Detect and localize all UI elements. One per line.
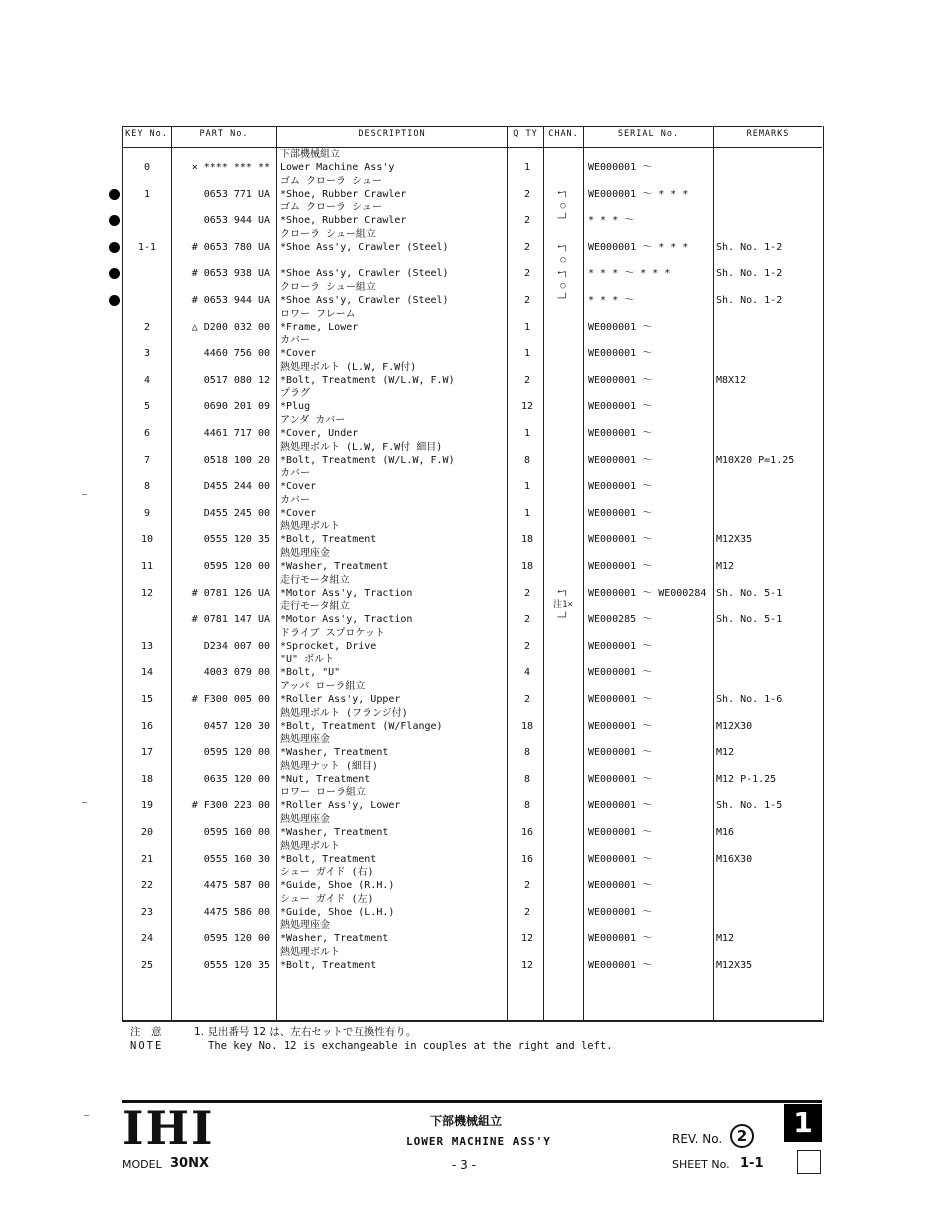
serial-number: WE000001 ～ xyxy=(588,694,653,705)
quantity: 12 xyxy=(520,933,534,944)
key-number: 23 xyxy=(140,907,154,918)
serial-number: WE000001 ～ xyxy=(588,747,653,758)
quantity: 16 xyxy=(520,827,534,838)
description-jp: シュー ガイド (左) xyxy=(280,894,374,905)
description-en: *Shoe, Rubber Crawler xyxy=(280,189,407,200)
part-number: D455 244 00 xyxy=(203,481,270,492)
serial-number: WE000001 ～ xyxy=(588,960,653,971)
header-serial: SERIAL No. xyxy=(617,129,680,139)
key-number: 11 xyxy=(140,561,154,572)
description-jp: 熱処理座金 xyxy=(280,814,330,825)
part-number: 0457 120 30 xyxy=(203,721,270,732)
description-en: *Bolt, Treatment (W/Flange) xyxy=(280,721,443,732)
quantity: 2 xyxy=(523,242,531,253)
part-number: # 0653 780 UA xyxy=(191,242,270,253)
description-en: *Frame, Lower xyxy=(280,322,359,333)
description-jp: カバー xyxy=(280,335,310,346)
description-jp: 熱処理ボルト (L.W, F.W付 細目) xyxy=(280,442,443,453)
description-jp: 熱処理ボルト (フランジ付) xyxy=(280,708,408,719)
key-number: 24 xyxy=(140,933,154,944)
quantity: 18 xyxy=(520,721,534,732)
description-en: *Motor Ass'y, Traction xyxy=(280,588,413,599)
description-jp: アッパ ローラ組立 xyxy=(280,681,366,692)
key-number: 5 xyxy=(143,401,151,412)
rev-value: 2 xyxy=(730,1124,754,1148)
description-en: *Washer, Treatment xyxy=(280,933,389,944)
description-en: *Cover, Under xyxy=(280,428,359,439)
part-number: 0653 771 UA xyxy=(203,189,270,200)
quantity: 2 xyxy=(523,588,531,599)
description-jp: ドライブ スプロケット xyxy=(280,628,385,639)
description-jp: カバー xyxy=(280,495,310,506)
remarks: M12X35 xyxy=(716,960,753,971)
part-number: # 0653 938 UA xyxy=(191,268,270,279)
serial-number: WE000001 ～ xyxy=(588,774,653,785)
key-number: 10 xyxy=(140,534,154,545)
part-number: 0555 160 30 xyxy=(203,854,270,865)
part-number: 0653 944 UA xyxy=(203,215,270,226)
description-en: *Bolt, Treatment (W/L.W, F.W) xyxy=(280,455,455,466)
key-number: 2 xyxy=(143,322,151,333)
part-number: D455 245 00 xyxy=(203,508,270,519)
remarks: Sh. No. 5-1 xyxy=(716,588,783,599)
quantity: 2 xyxy=(523,268,531,279)
serial-number: WE000001 ～ * * * xyxy=(588,242,689,253)
remarks: M12 P-1.25 xyxy=(716,774,777,785)
key-number: 0 xyxy=(143,162,151,173)
key-number: 21 xyxy=(140,854,154,865)
description-jp: クローラ シュー組立 xyxy=(280,282,376,293)
part-number: 0517 080 12 xyxy=(203,375,270,386)
part-number: 4003 079 00 xyxy=(203,667,270,678)
page-number: - 3 - xyxy=(452,1158,476,1172)
serial-number: WE000001 ～ xyxy=(588,428,653,439)
part-number: D234 007 00 xyxy=(203,641,270,652)
description-en: *Sprocket, Drive xyxy=(280,641,377,652)
col-divider-serial xyxy=(713,126,714,1020)
part-number: 0690 201 09 xyxy=(203,401,270,412)
ihi-logo: IHI xyxy=(122,1101,215,1155)
description-en: *Shoe Ass'y, Crawler (Steel) xyxy=(280,242,449,253)
part-number: 0635 120 00 xyxy=(203,774,270,785)
description-en: *Bolt, Treatment xyxy=(280,854,377,865)
revision-bullet-icon xyxy=(109,189,120,200)
part-number: 4460 756 00 xyxy=(203,348,270,359)
header-qty: Q TY xyxy=(513,129,538,139)
serial-number: WE000001 ～ WE000284 xyxy=(588,588,707,599)
remarks: Sh. No. 1-2 xyxy=(716,242,783,253)
remarks: M16 xyxy=(716,827,735,838)
note-text-jp: 1. 見出番号 12 は、左右セットで互換性有り。 xyxy=(194,1026,417,1038)
description-jp: 熱処理ボルト xyxy=(280,947,340,958)
change-mark: ─┘ xyxy=(557,294,569,304)
header-part: PART No. xyxy=(199,129,249,139)
description-jp: アンダ カバー xyxy=(280,415,346,426)
header-rule xyxy=(122,147,822,148)
description-en: *Bolt, Treatment xyxy=(280,534,377,545)
serial-number: WE000001 ～ xyxy=(588,854,653,865)
quantity: 1 xyxy=(523,162,531,173)
part-number: 0555 120 35 xyxy=(203,534,270,545)
margin-tick xyxy=(82,494,87,495)
description-en: *Bolt, "U" xyxy=(280,667,341,678)
header-key: KEY No. xyxy=(125,129,168,139)
part-number: 0518 100 20 xyxy=(203,455,270,466)
part-number: # 0781 147 UA xyxy=(191,614,270,625)
part-number: 4475 587 00 xyxy=(203,880,270,891)
section-badge: 1 xyxy=(784,1104,822,1142)
key-number: 16 xyxy=(140,721,154,732)
description-jp: 熱処理座金 xyxy=(280,920,330,931)
quantity: 2 xyxy=(523,215,531,226)
quantity: 4 xyxy=(523,667,531,678)
rev-label: REV. No. xyxy=(672,1132,723,1146)
part-number: 4461 717 00 xyxy=(203,428,270,439)
description-jp: 下部機械組立 xyxy=(280,149,340,160)
note-label-en: NOTE xyxy=(130,1040,164,1052)
remarks: Sh. No. 1-5 xyxy=(716,800,783,811)
serial-number: WE000001 ～ xyxy=(588,401,653,412)
description-en: *Nut, Treatment xyxy=(280,774,371,785)
key-number: 14 xyxy=(140,667,154,678)
remarks: Sh. No. 1-6 xyxy=(716,694,783,705)
serial-number: WE000001 ～ xyxy=(588,880,653,891)
remarks: M12X35 xyxy=(716,534,753,545)
margin-tick xyxy=(82,802,87,803)
header-description: DESCRIPTION xyxy=(358,129,426,139)
description-jp: ゴム クローラ シュー xyxy=(280,176,382,187)
key-number: 1 xyxy=(143,189,151,200)
description-en: *Bolt, Treatment (W/L.W, F.W) xyxy=(280,375,455,386)
description-jp: クローラ シュー組立 xyxy=(280,229,376,240)
key-number: 8 xyxy=(143,481,151,492)
serial-number: * * * ～ * * * xyxy=(588,268,671,279)
change-mark: ○ xyxy=(560,281,566,291)
revision-bullet-icon xyxy=(109,242,120,253)
serial-number: WE000001 ～ xyxy=(588,508,653,519)
quantity: 1 xyxy=(523,508,531,519)
description-en: *Guide, Shoe (R.H.) xyxy=(280,880,395,891)
description-jp: ロワー ローラ組立 xyxy=(280,787,367,798)
part-number: # F300 223 00 xyxy=(191,800,270,811)
description-en: *Guide, Shoe (L.H.) xyxy=(280,907,395,918)
key-number: 9 xyxy=(143,508,151,519)
col-divider-part xyxy=(276,126,277,1020)
model-label: MODEL xyxy=(122,1158,162,1171)
quantity: 16 xyxy=(520,854,534,865)
part-number: # 0781 126 UA xyxy=(191,588,270,599)
quantity: 12 xyxy=(520,960,534,971)
quantity: 1 xyxy=(523,428,531,439)
key-number: 6 xyxy=(143,428,151,439)
serial-number: WE000001 ～ xyxy=(588,667,653,678)
serial-number: WE000001 ～ xyxy=(588,641,653,652)
serial-number: WE000001 ～ xyxy=(588,933,653,944)
sheet-value: 1-1 xyxy=(740,1156,764,1171)
description-jp: 走行モータ組立 xyxy=(280,575,350,586)
footer-title-en: LOWER MACHINE ASS'Y xyxy=(406,1135,551,1148)
footer-title-jp: 下部機械組立 xyxy=(430,1114,503,1128)
description-en: *Cover xyxy=(280,481,317,492)
change-mark: 注1× xyxy=(553,600,573,610)
description-en: *Cover xyxy=(280,348,317,359)
quantity: 2 xyxy=(523,694,531,705)
remarks: M12X30 xyxy=(716,721,753,732)
serial-number: WE000001 ～ xyxy=(588,348,653,359)
key-number: 19 xyxy=(140,800,154,811)
revision-bullet-icon xyxy=(109,268,120,279)
description-en: *Motor Ass'y, Traction xyxy=(280,614,413,625)
part-number: × **** *** ** xyxy=(191,162,270,173)
remarks: M16X30 xyxy=(716,854,753,865)
remarks: Sh. No. 1-2 xyxy=(716,268,783,279)
part-number: 4475 586 00 xyxy=(203,907,270,918)
part-number: 0595 120 00 xyxy=(203,747,270,758)
col-divider-key xyxy=(171,126,172,1020)
description-jp: 熱処理ボルト xyxy=(280,841,340,852)
change-mark: ←┐ xyxy=(557,242,569,252)
description-en: *Bolt, Treatment xyxy=(280,960,377,971)
key-number: 15 xyxy=(140,694,154,705)
quantity: 8 xyxy=(523,747,531,758)
quantity: 1 xyxy=(523,322,531,333)
description-en: *Cover xyxy=(280,508,317,519)
key-number: 4 xyxy=(143,375,151,386)
serial-number: WE000001 ～ xyxy=(588,455,653,466)
quantity: 2 xyxy=(523,189,531,200)
serial-number: WE000001 ～ xyxy=(588,827,653,838)
serial-number: WE000001 ～ xyxy=(588,322,653,333)
key-number: 1-1 xyxy=(137,242,157,253)
quantity: 18 xyxy=(520,561,534,572)
quantity: 2 xyxy=(523,614,531,625)
part-number: # 0653 944 UA xyxy=(191,295,270,306)
serial-number: WE000001 ～ xyxy=(588,375,653,386)
revision-bullet-icon xyxy=(109,295,120,306)
serial-number: WE000001 ～ xyxy=(588,800,653,811)
description-jp: 熱処理座金 xyxy=(280,548,330,559)
serial-number: WE000001 ～ xyxy=(588,907,653,918)
remarks: M10X20 P=1.25 xyxy=(716,455,795,466)
serial-number: WE000001 ～ xyxy=(588,162,653,173)
change-mark: ─┘ xyxy=(557,613,569,623)
quantity: 1 xyxy=(523,348,531,359)
note-text-en: The key No. 12 is exchangeable in couples at the right and left. xyxy=(208,1040,613,1052)
rev-number xyxy=(730,1124,754,1148)
change-mark: ←┐ xyxy=(557,587,569,597)
table-bottom-rule xyxy=(122,1020,822,1021)
quantity: 2 xyxy=(523,907,531,918)
quantity: 8 xyxy=(523,455,531,466)
description-en: *Roller Ass'y, Lower xyxy=(280,800,401,811)
serial-number: WE000001 ～ xyxy=(588,481,653,492)
serial-number: * * * ～ xyxy=(588,215,635,226)
remarks: M12 xyxy=(716,933,735,944)
key-number: 17 xyxy=(140,747,154,758)
note-label-jp: 注 意 xyxy=(130,1026,162,1038)
quantity: 2 xyxy=(523,880,531,891)
change-mark: ─┘ xyxy=(557,214,569,224)
revision-bullet-icon xyxy=(109,215,120,226)
description-jp: 熱処理ボルト xyxy=(280,521,340,532)
part-number: 0555 120 35 xyxy=(203,960,270,971)
quantity: 18 xyxy=(520,534,534,545)
serial-number: WE000001 ～ xyxy=(588,534,653,545)
col-divider-desc xyxy=(507,126,508,1020)
col-divider-chan xyxy=(583,126,584,1020)
remarks: M8X12 xyxy=(716,375,747,386)
change-mark: ○ xyxy=(560,201,566,211)
description-en: *Shoe Ass'y, Crawler (Steel) xyxy=(280,268,449,279)
header-remarks: REMARKS xyxy=(746,129,790,139)
change-mark: ○ xyxy=(560,255,566,265)
change-mark: ←┐ xyxy=(557,188,569,198)
description-jp: 熱処理ボルト (L.W, F.W付) xyxy=(280,362,417,373)
description-en: *Washer, Treatment xyxy=(280,827,389,838)
serial-number: WE000001 ～ xyxy=(588,561,653,572)
key-number: 25 xyxy=(140,960,154,971)
header-chan: CHAN. xyxy=(548,129,579,139)
key-number: 13 xyxy=(140,641,154,652)
key-number: 18 xyxy=(140,774,154,785)
serial-number: WE000285 ～ xyxy=(588,614,653,625)
key-number: 12 xyxy=(140,588,154,599)
corner-box xyxy=(797,1150,821,1174)
quantity: 8 xyxy=(523,774,531,785)
part-number: # F300 005 00 xyxy=(191,694,270,705)
serial-number: * * * ～ xyxy=(588,295,635,306)
key-number: 20 xyxy=(140,827,154,838)
description-jp: 走行モータ組立 xyxy=(280,601,350,612)
remarks: Sh. No. 5-1 xyxy=(716,614,783,625)
part-number: 0595 120 00 xyxy=(203,561,270,572)
remarks: Sh. No. 1-2 xyxy=(716,295,783,306)
description-en: *Roller Ass'y, Upper xyxy=(280,694,401,705)
description-jp: シュー ガイド (右) xyxy=(280,867,374,878)
remarks: M12 xyxy=(716,561,735,572)
quantity: 8 xyxy=(523,800,531,811)
quantity: 12 xyxy=(520,401,534,412)
description-en: Lower Machine Ass'y xyxy=(280,162,395,173)
model-value: 30NX xyxy=(170,1156,209,1171)
serial-number: WE000001 ～ * * * xyxy=(588,189,689,200)
description-en: *Plug xyxy=(280,401,311,412)
description-jp: ロワー フレーム xyxy=(280,309,356,320)
footer-rule xyxy=(122,1100,822,1103)
key-number: 3 xyxy=(143,348,151,359)
sheet-label: SHEET No. xyxy=(672,1158,730,1171)
description-jp: "U" ボルト xyxy=(280,654,335,665)
key-number: 22 xyxy=(140,880,154,891)
quantity: 2 xyxy=(523,295,531,306)
description-jp: カバー xyxy=(280,468,310,479)
description-jp: 熱処理座金 xyxy=(280,734,330,745)
remarks: M12 xyxy=(716,747,735,758)
description-jp: 熱処理ナット (細目) xyxy=(280,761,378,772)
part-number: 0595 120 00 xyxy=(203,933,270,944)
key-number: 7 xyxy=(143,455,151,466)
part-number: △ D200 032 00 xyxy=(191,322,270,333)
quantity: 1 xyxy=(523,481,531,492)
quantity: 2 xyxy=(523,375,531,386)
description-en: *Washer, Treatment xyxy=(280,561,389,572)
quantity: 2 xyxy=(523,641,531,652)
description-jp: プラグ xyxy=(280,388,310,399)
part-number: 0595 160 00 xyxy=(203,827,270,838)
margin-tick xyxy=(84,1115,89,1116)
description-en: *Washer, Treatment xyxy=(280,747,389,758)
description-en: *Shoe Ass'y, Crawler (Steel) xyxy=(280,295,449,306)
change-mark: ←┐ xyxy=(557,268,569,278)
serial-number: WE000001 ～ xyxy=(588,721,653,732)
description-en: *Shoe, Rubber Crawler xyxy=(280,215,407,226)
description-jp: ゴム クローラ シュー xyxy=(280,202,382,213)
